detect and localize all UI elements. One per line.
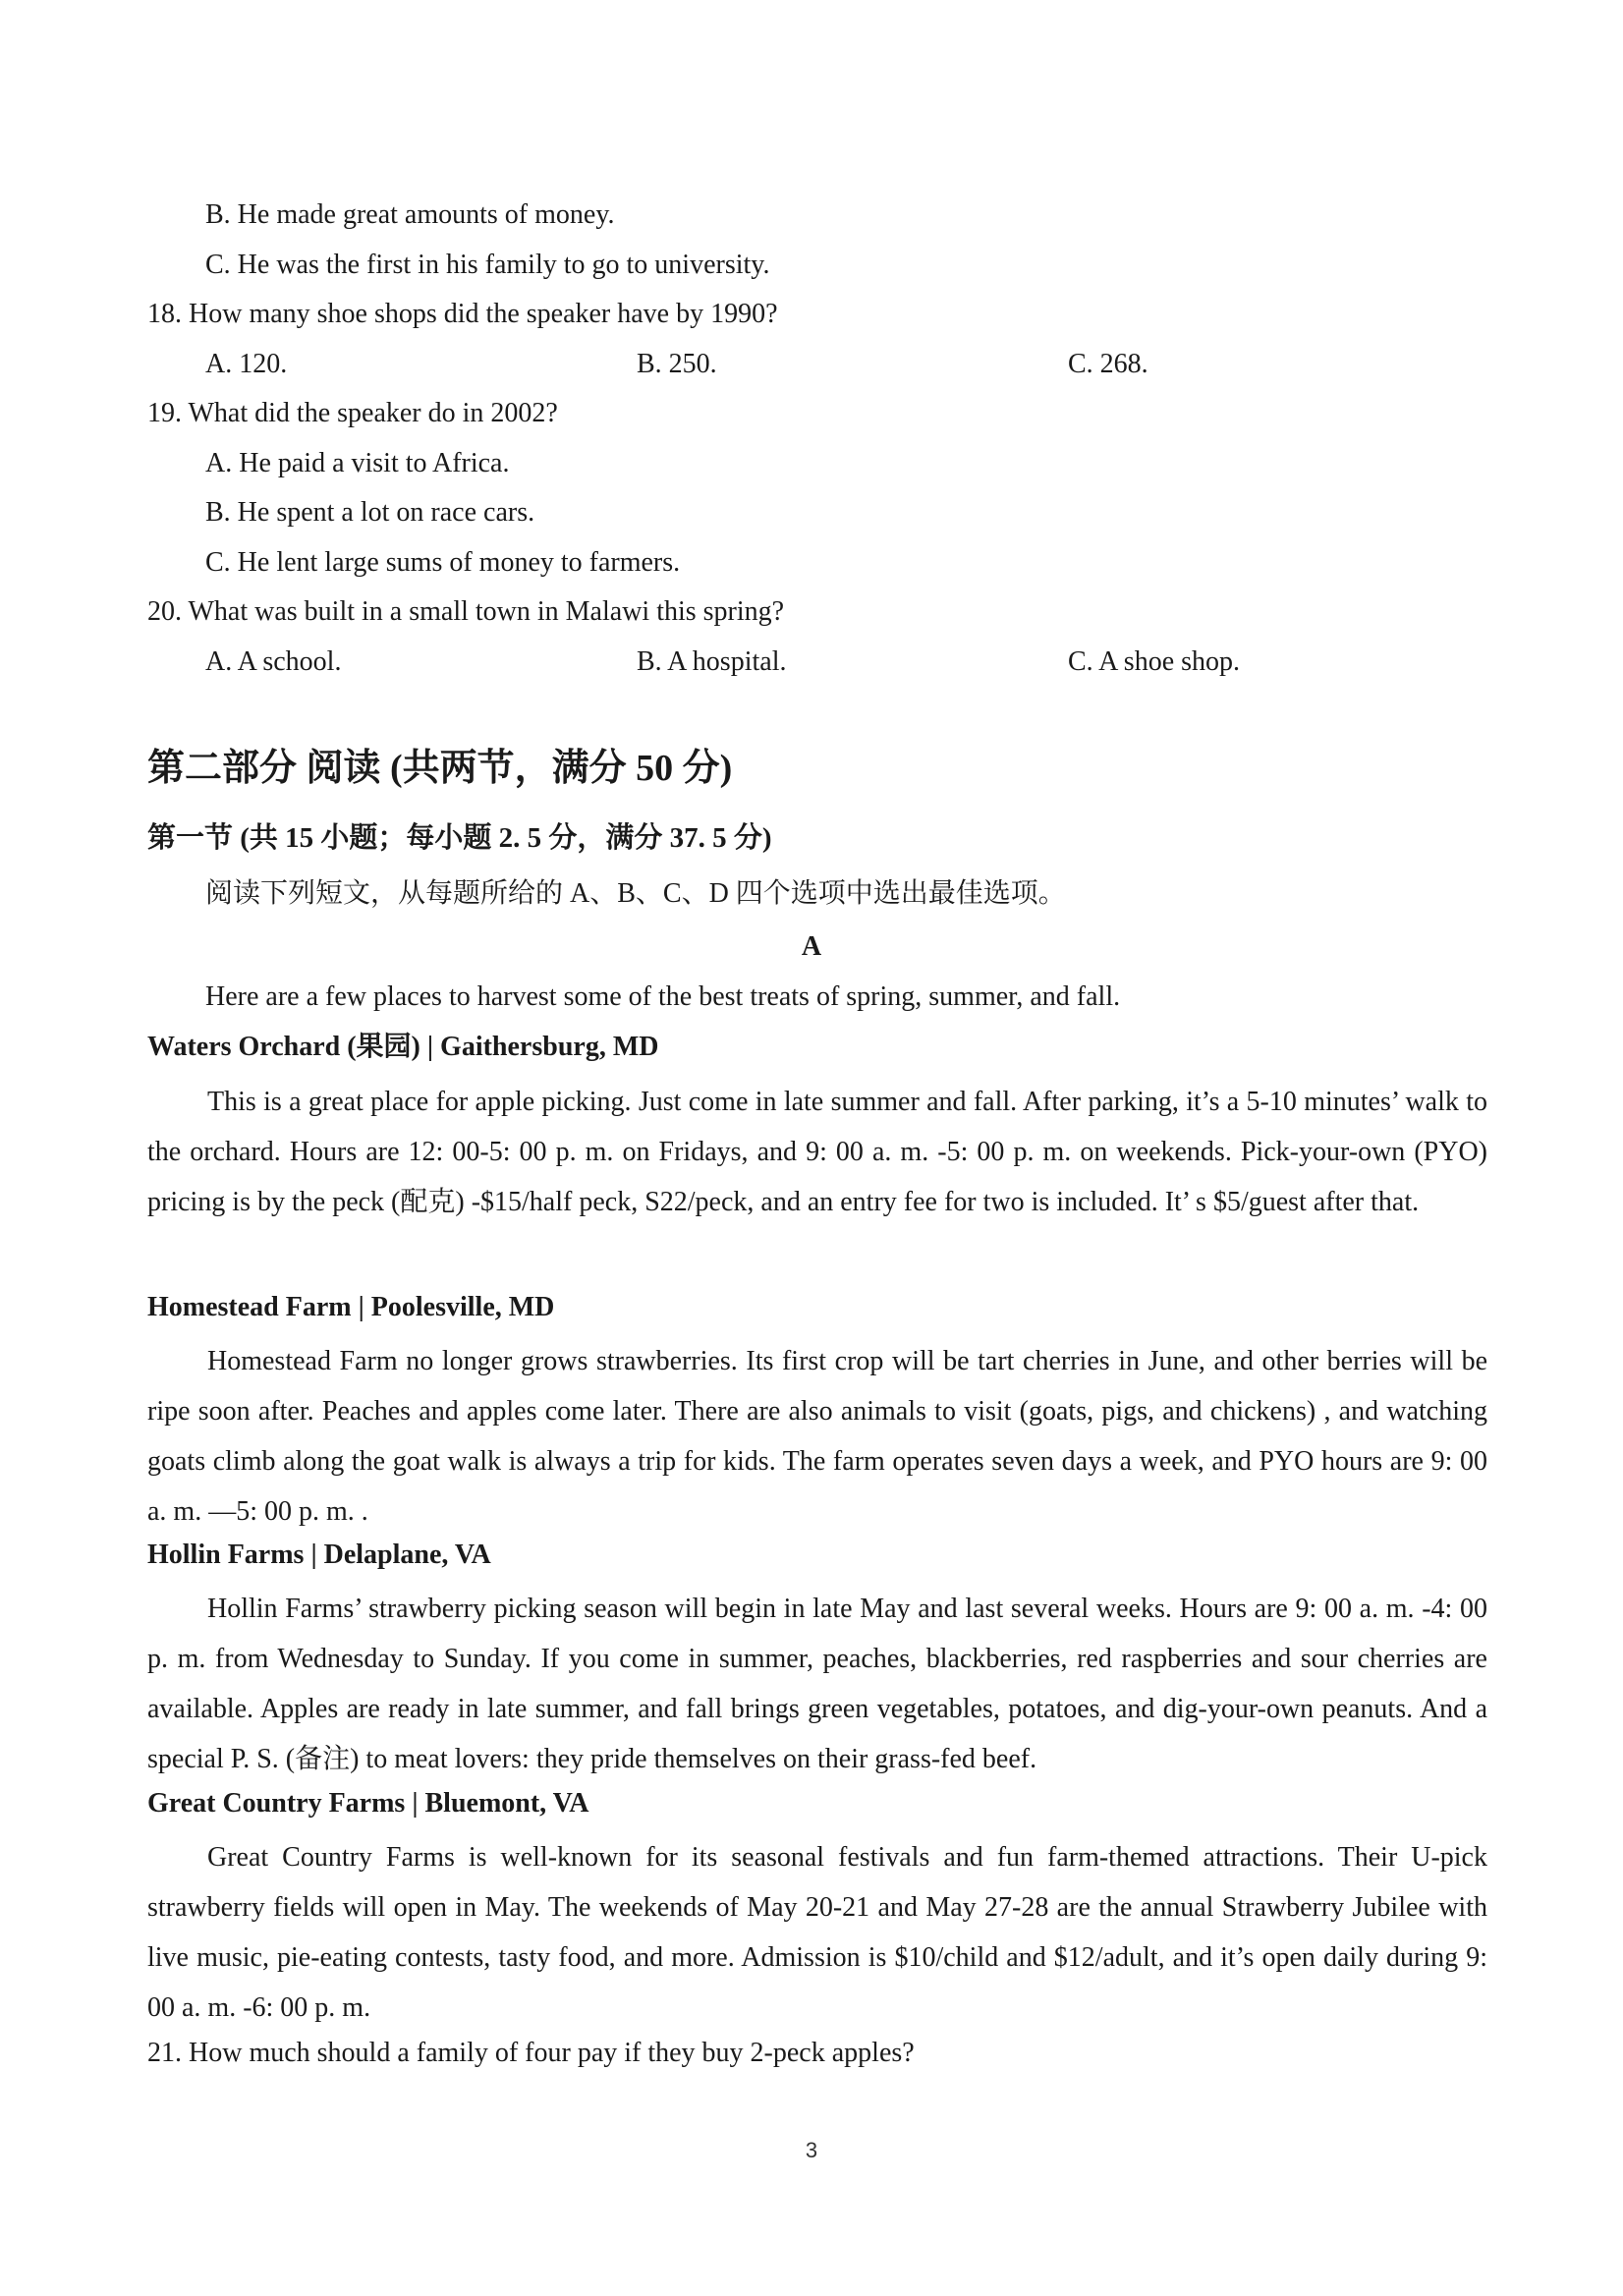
place-text-homestead-farm: Homestead Farm no longer grows strawberries. Its first crop will be tart cherries in June, and other berries will be ripe soon after. Peaches and apples come later. There are also animals to visit (goats, pigs, and chickens) , and watching goats climb along the goat walk is always a trip for kids. The farm operates seven days a week, and PYO hours are 9: 00 a. m. —5: 00 p. m. . [147,1346,1487,1527]
q20-stem: 20. What was built in a small town in Malawi this spring? [147,596,785,627]
reading-section-title: 第一节 (共 15 小题；每小题 2. 5 分，满分 37. 5 分) [147,822,772,854]
q19-stem: 19. What did the speaker do in 2002? [147,398,558,428]
page-number: 3 [805,2138,818,2162]
q19-option-c: C. He lent large sums of money to farmers. [205,547,681,578]
q21-stem: 21. How much should a family of four pay if they buy 2-peck apples? [147,2038,915,2068]
q19-option-b: B. He spent a lot on race cars. [205,497,535,528]
place-heading-hollin-farms: Hollin Farms | Delaplane, VA [147,1540,491,1570]
q19-option-a: A. He paid a visit to Africa. [205,448,510,478]
place-text-waters-orchard: This is a great place for apple picking. Just come in late summer and fall. After parking, it’s a 5-10 minutes’ walk to the orchard. Hours are 12: 00-5: 00 p. m. on Fridays, and 9: 00 a. m. -5: 00 p. m. on weekends. Pick-your-own (PYO) pricing is by the peck (配克) -$15/half peck, S22/peck, and an entry fee for two is included. It’ s $5/guest after that. [147,1087,1487,1217]
q20-option-c: C. A shoe shop. [1068,646,1241,677]
place-text-great-country-farms: Great Country Farms is well-known for its seasonal festivals and fun farm-themed attractions. Their U-pick strawberry fields will open in May. The weekends of May 20-21 and May 27-28 are the annual Strawberry Jubilee with live music, pie-eating contests, tasty food, and more. Admission is $10/child and $12/adult, and it’s open daily during 9: 00 a. m. -6: 00 p. m. [147,1842,1487,2023]
q18-stem: 18. How many shoe shops did the speaker have by 1990? [147,299,778,329]
q20-option-a: A. A school. [205,646,342,677]
q18-option-a: A. 120. [205,349,288,379]
place-heading-homestead-farm: Homestead Farm | Poolesville, MD [147,1292,555,1322]
q18-option-b: B. 250. [637,349,717,379]
q20-option-b: B. A hospital. [637,646,787,677]
reading-instruction: 阅读下列短文，从每题所给的 A、B、C、D 四个选项中选出最佳选项。 [205,878,1066,909]
passage-intro: Here are a few places to harvest some of the best treats of spring, summer, and fall. [205,981,1121,1012]
place-heading-great-country-farms: Great Country Farms | Bluemont, VA [147,1788,589,1819]
q17-option-c: C. He was the first in his family to go to university. [205,250,770,280]
place-text-hollin-farms: Hollin Farms’ strawberry picking season will begin in late May and last several weeks. Hours are 9: 00 a. m. -4: 00 p. m. from Wednesday to Sunday. If you come in summer, peaches, blackberries, red raspberries and sour cherries are available. Apples are ready in late summer, and fall brings green vegetables, potatoes, and dig-your-own peanuts. And a special P. S. (备注) to meat lovers: they pride themselves on their grass-fed beef. [147,1594,1487,1774]
q17-option-b: B. He made great amounts of money. [205,199,615,230]
q18-option-c: C. 268. [1068,349,1148,379]
passage-label: A [801,931,822,962]
reading-part-title: 第二部分 阅读 (共两节，满分 50 分) [147,748,733,789]
place-heading-waters-orchard: Waters Orchard (果园) | Gaithersburg, MD [147,1032,659,1062]
